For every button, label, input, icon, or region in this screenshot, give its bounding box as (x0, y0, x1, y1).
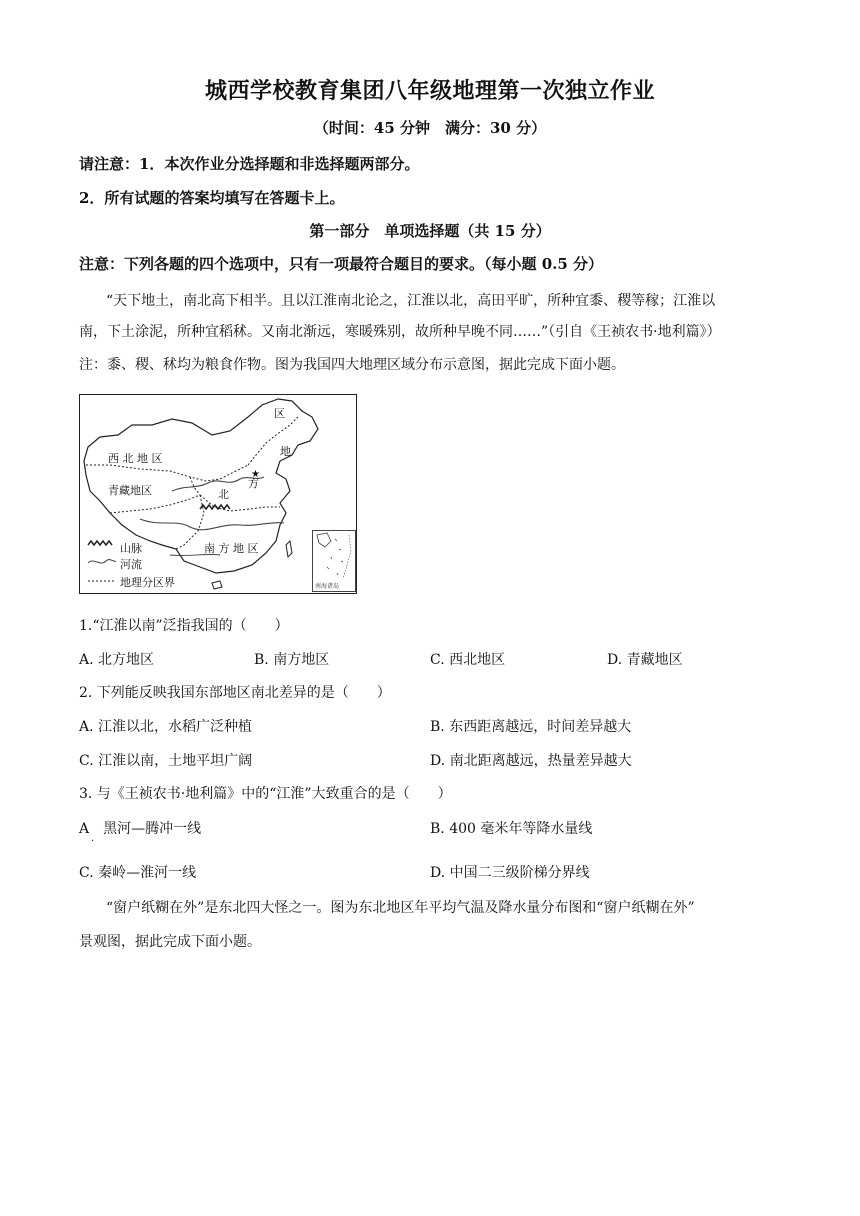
legend-mountain-label: 山脉 (120, 542, 142, 555)
q1-option-c: C. 西北地区 (430, 652, 506, 668)
q1-option-a: A. 北方地区 (79, 652, 155, 668)
question-3-stem: 3. 与《王祯农书·地利篇》中的“江淮”大致重合的是（ ） (79, 786, 452, 802)
q2-option-a: A. 江淮以北，水稻广泛种植 (79, 719, 253, 735)
label-qingzang-region: 青藏地区 (108, 484, 152, 497)
passage2-line-2: 景观图，据此完成下面小题。 (79, 934, 261, 950)
q2-option-d: D. 南北距离越远，热量差异越大 (430, 753, 632, 769)
label-north-region-4: 区 (274, 407, 285, 420)
q3-option-c: C. 秦岭—淮河一线 (79, 865, 197, 881)
q3-option-d: D. 中国二三级阶梯分界线 (430, 865, 590, 881)
question-2-stem: 2. 下列能反映我国东部地区南北差异的是（ ） (79, 685, 391, 701)
q3-option-a: A 黑河—腾冲一线 (79, 821, 202, 837)
note-line-1: 请注意：1．本次作业分选择题和非选择题两部分。 (79, 155, 420, 173)
passage2-line-1: “窗户纸糊在外”是东北四大怪之一。图为东北地区年平均气温及降水量分布图和“窗户纸糊在外” (106, 900, 695, 916)
legend-boundary-label: 地理分区界 (120, 576, 175, 589)
q3-option-a-dot: · (91, 836, 95, 847)
passage1-line-3: 注：黍、稷、秫均为粮食作物。图为我国四大地理区域分布示意图，据此完成下面小题。 (79, 357, 625, 373)
passage1-line-2: 南，下土涂泥，所种宜稻秫。又南北渐远，寒暖殊别，故所种早晚不同……”（引自《王祯农书·地利篇》） (79, 324, 721, 340)
svg-text:★: ★ (251, 469, 260, 480)
legend-river-label: 河流 (120, 558, 142, 571)
exam-time-score: （时间：45 分钟 满分：30 分） (313, 119, 547, 137)
china-regions-map (79, 394, 357, 594)
note-line-2: 2．所有试题的答案均填写在答题卡上。 (79, 189, 345, 207)
q2-option-c: C. 江淮以南，土地平坦广阔 (79, 753, 253, 769)
q1-option-d: D. 青藏地区 (607, 652, 683, 668)
question-1-stem: 1.“江淮以南”泛指我国的（ ） (79, 618, 289, 634)
label-south-region: 南 方 地 区 (204, 542, 259, 555)
section-heading: 第一部分 单项选择题（共 15 分） (309, 222, 551, 240)
page-title: 城西学校教育集团八年级地理第一次独立作业 (204, 78, 655, 104)
q2-option-b: B. 东西距离越远，时间差异越大 (430, 719, 632, 735)
q3-option-b: B. 400 毫米年等降水量线 (430, 821, 593, 837)
inset-label: 南海诸岛 (315, 583, 340, 590)
q1-option-b: B. 南方地区 (254, 652, 330, 668)
section-instruction: 注意：下列各题的四个选项中，只有一项最符合题目的要求。（每小题 0.5 分） (79, 255, 604, 273)
label-north-region-3: 地 (280, 445, 291, 458)
passage1-line-1: “天下地土，南北高下相半。且以江淮南北论之，江淮以北，高田平旷，所种宜黍、稷等稼；江淮以 (106, 293, 716, 309)
south-china-sea-inset (312, 530, 356, 592)
label-north-region-1: 北 (218, 488, 229, 501)
label-north-region-2: 方 (248, 477, 259, 490)
label-northwest-region: 西 北 地 区 (108, 452, 163, 465)
